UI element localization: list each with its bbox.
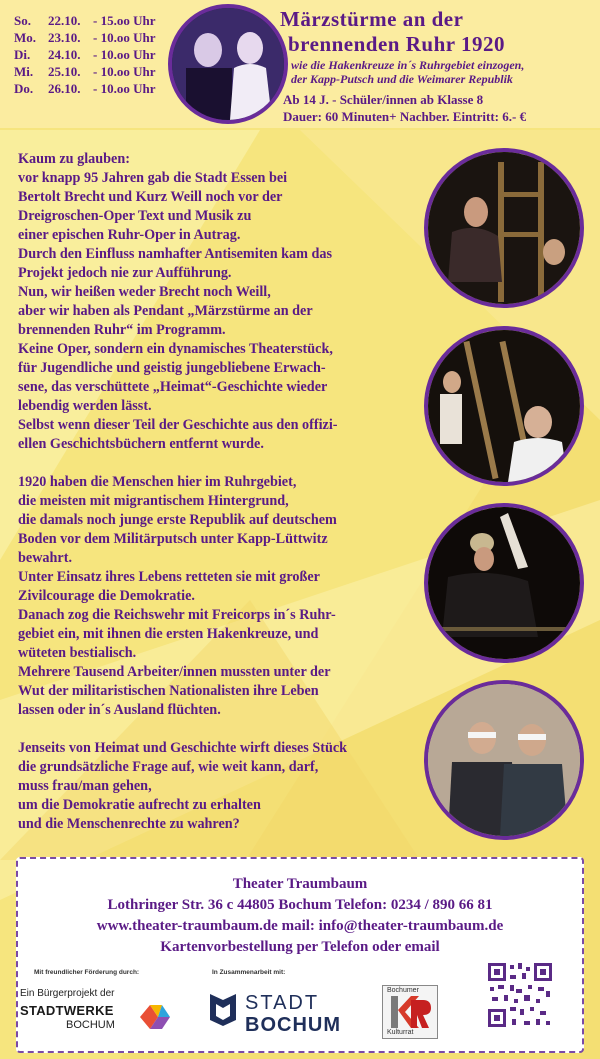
sponsor-city: BOCHUM [66, 1019, 115, 1031]
stadtwerke-logo-icon [140, 1002, 172, 1032]
date-row: Di. 24.10. - 10.oo Uhr [14, 47, 156, 62]
scene-illustration [428, 330, 580, 482]
partner-name-line2: BOCHUM [245, 1014, 341, 1036]
header-photo [168, 4, 288, 124]
play-title: Märzstürme an der brennenden Ruhr 1920 [280, 7, 505, 56]
date-row: So. 22.10. - 15.oo Uhr [14, 13, 156, 28]
support-label: Mit freundlicher Förderung durch: [34, 969, 140, 976]
theater-name: Theater Traumbaum [232, 876, 368, 892]
date-list [14, 12, 155, 97]
scene-illustration [428, 507, 580, 659]
kulturrat-logo: Bochumer Kulturrat [382, 985, 438, 1039]
cooperation-label: In Zusammenarbeit mit: [212, 969, 286, 976]
scene-illustration [428, 684, 580, 836]
actors-illustration [172, 8, 284, 120]
duration-price-info: Dauer: 60 Minuten+ Nachber. Eintritt: 6.- € [283, 109, 527, 124]
web-mail-line[interactable]: www.theater-traumbaum.de mail: info@theater-traumbaum.de [96, 918, 504, 934]
paragraph-question: Jenseits von Heimat und Geschichte wirft dieses Stück die grundsätzliche Frage auf, wie weit kann, darf, muss frau/man gehen, um die Demokratie aufrecht zu erhalten und die Menschenrechte zu wahren? [18, 740, 348, 832]
scene-illustration [428, 152, 580, 304]
audience-info: Ab 14 J. - Schüler/innen ab Klasse 8 [283, 92, 484, 107]
stadt-bochum-logo-icon [208, 990, 238, 1028]
kr-letters-icon [389, 996, 433, 1028]
sponsor-tagline: Ein Bürgerprojekt der [20, 988, 115, 999]
scene-photo-2 [424, 326, 584, 486]
paragraph-intro: Kaum zu glauben: vor knapp 95 Jahren gab die Stadt Essen bei Bertolt Brecht und Kurz Weill noch vor der Dreigroschen-Oper Text und Musik zu einer epischen Ruhr-Oper in Autrag. Durch den Einfluss namhafter Antisemiten kam das Projekt jedoch nie zur Aufführung. Nun, wir heißen weder Brecht noch Weill, aber wir haben als Pendant „Märzstürme an der brennenden Ruhr“ im Programm. Keine Oper, sondern ein dynamisches Theaterstück, für Jugendliche und geistig jungebliebene Erwach- sene, das verschüttete „Heimat“-Geschichte wieder lebendig werden lässt. Selbst wenn dieser Teil der Geschichte aus den offizi- ellen Geschichtsbüchern entfernt wurde. [18, 151, 338, 452]
booking-line: Kartenvorbestellung per Telefon oder email [160, 939, 440, 955]
sponsor-name: STADTWERKE [20, 1003, 114, 1018]
play-subtitle: wie die Hakenkreuze in´s Ruhrgebiet einzogen, der Kapp-Putsch und die Weimarer Republik [291, 58, 525, 86]
partner-name-line1: STADT [245, 992, 320, 1014]
scene-photo-1 [424, 148, 584, 308]
description-text [18, 150, 398, 853]
scene-photo-3 [424, 503, 584, 663]
date-row: Do. 26.10. - 10.oo Uhr [14, 81, 156, 96]
date-row: Mo. 23.10. - 10.oo Uhr [14, 30, 156, 45]
address-line: Lothringer Str. 36 c 44805 Bochum Telefon: 0234 / 890 66 81 [107, 897, 493, 913]
qr-code[interactable] [486, 961, 554, 1029]
date-row: Mi. 25.10. - 10.oo Uhr [14, 64, 156, 79]
scene-photo-4 [424, 680, 584, 840]
paragraph-history: 1920 haben die Menschen hier im Ruhrgebiet, die meisten mit migrantischem Hintergrund, die damals noch junge erste Republik auf deutschem Boden vor dem Militärputsch unter Kapp-Lüttwitz bewahrt. Unter Einsatz ihres Lebens retteten sie mit großer Zivilcourage die Demokratie. Danach zog die Reichswehr mit Freicorps in´s Ruhr- gebiet ein, mit ihnen die ersten Hakenkreuze, und wüteten bestialisch. Mehrere Tausend Arbeiter/innen mussten unter der Wut der militaristischen Nationalisten ihre Leben lassen oder in´s Ausland flüchten. [18, 474, 337, 718]
